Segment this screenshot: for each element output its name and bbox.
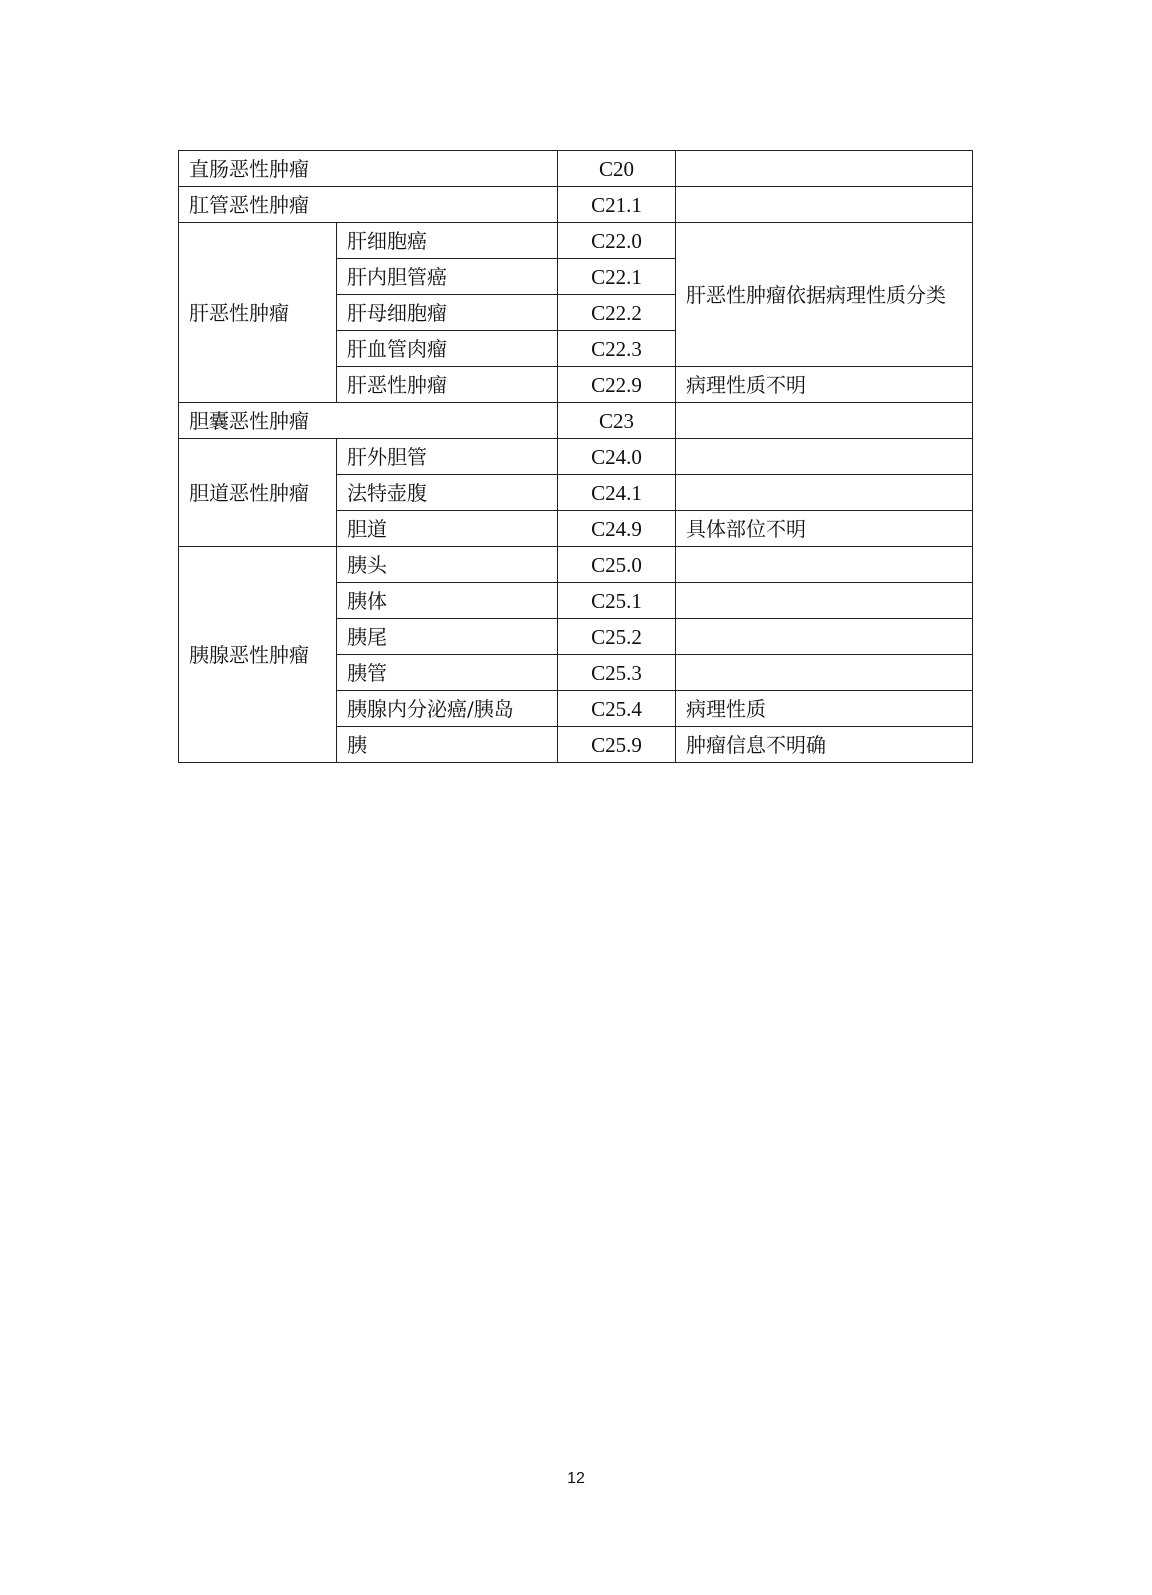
table-row (179, 151, 973, 187)
subtype-cell: 胰管 (337, 655, 558, 691)
note-cell: 肝恶性肿瘤依据病理性质分类 (676, 223, 973, 367)
note-cell (676, 439, 973, 475)
icd-code-cell: C24.9 (558, 511, 676, 547)
icd-code-cell: C25.3 (558, 655, 676, 691)
icd-code-cell: C25.1 (558, 583, 676, 619)
note-cell (676, 403, 973, 439)
note-cell (676, 151, 973, 187)
table-row (179, 223, 973, 259)
subtype-cell: 肝内胆管癌 (337, 259, 558, 295)
disease-name-cell: 胆囊恶性肿瘤 (179, 403, 558, 439)
icd-code-cell: C24.0 (558, 439, 676, 475)
subtype-cell: 胰体 (337, 583, 558, 619)
subtype-cell: 胰 (337, 727, 558, 763)
note-cell: 具体部位不明 (676, 511, 973, 547)
subtype-cell: 肝细胞癌 (337, 223, 558, 259)
category-cell: 胆道恶性肿瘤 (179, 439, 337, 547)
icd-code-cell: C25.0 (558, 547, 676, 583)
note-cell: 病理性质 (676, 691, 973, 727)
icd-code-cell: C22.9 (558, 367, 676, 403)
page-number: 12 (567, 1470, 585, 1487)
icd-code-cell: C25.2 (558, 619, 676, 655)
note-cell (676, 475, 973, 511)
note-cell (676, 547, 973, 583)
disease-code-table (178, 150, 973, 763)
subtype-cell: 胰尾 (337, 619, 558, 655)
subtype-cell: 肝恶性肿瘤 (337, 367, 558, 403)
icd-code-cell: C24.1 (558, 475, 676, 511)
note-cell: 肿瘤信息不明确 (676, 727, 973, 763)
table-row (179, 547, 973, 583)
note-cell (676, 655, 973, 691)
subtype-cell: 胰头 (337, 547, 558, 583)
icd-code-cell: C25.9 (558, 727, 676, 763)
note-cell (676, 583, 973, 619)
icd-code-cell: C22.2 (558, 295, 676, 331)
category-cell: 胰腺恶性肿瘤 (179, 547, 337, 763)
subtype-cell: 胆道 (337, 511, 558, 547)
table-row (179, 187, 973, 223)
table-row (179, 439, 973, 475)
icd-code-cell: C22.0 (558, 223, 676, 259)
icd-code-cell: C25.4 (558, 691, 676, 727)
icd-code-cell: C20 (558, 151, 676, 187)
subtype-cell: 法特壶腹 (337, 475, 558, 511)
note-cell: 病理性质不明 (676, 367, 973, 403)
subtype-cell: 肝外胆管 (337, 439, 558, 475)
subtype-cell: 肝母细胞瘤 (337, 295, 558, 331)
icd-code-cell: C22.3 (558, 331, 676, 367)
note-cell (676, 187, 973, 223)
icd-code-cell: C22.1 (558, 259, 676, 295)
subtype-cell: 肝血管肉瘤 (337, 331, 558, 367)
subtype-cell: 胰腺内分泌癌/胰岛 (337, 691, 558, 727)
icd-code-cell: C21.1 (558, 187, 676, 223)
disease-name-cell: 直肠恶性肿瘤 (179, 151, 558, 187)
table-row (179, 403, 973, 439)
category-cell: 肝恶性肿瘤 (179, 223, 337, 403)
note-cell (676, 619, 973, 655)
icd-code-cell: C23 (558, 403, 676, 439)
disease-name-cell: 肛管恶性肿瘤 (179, 187, 558, 223)
